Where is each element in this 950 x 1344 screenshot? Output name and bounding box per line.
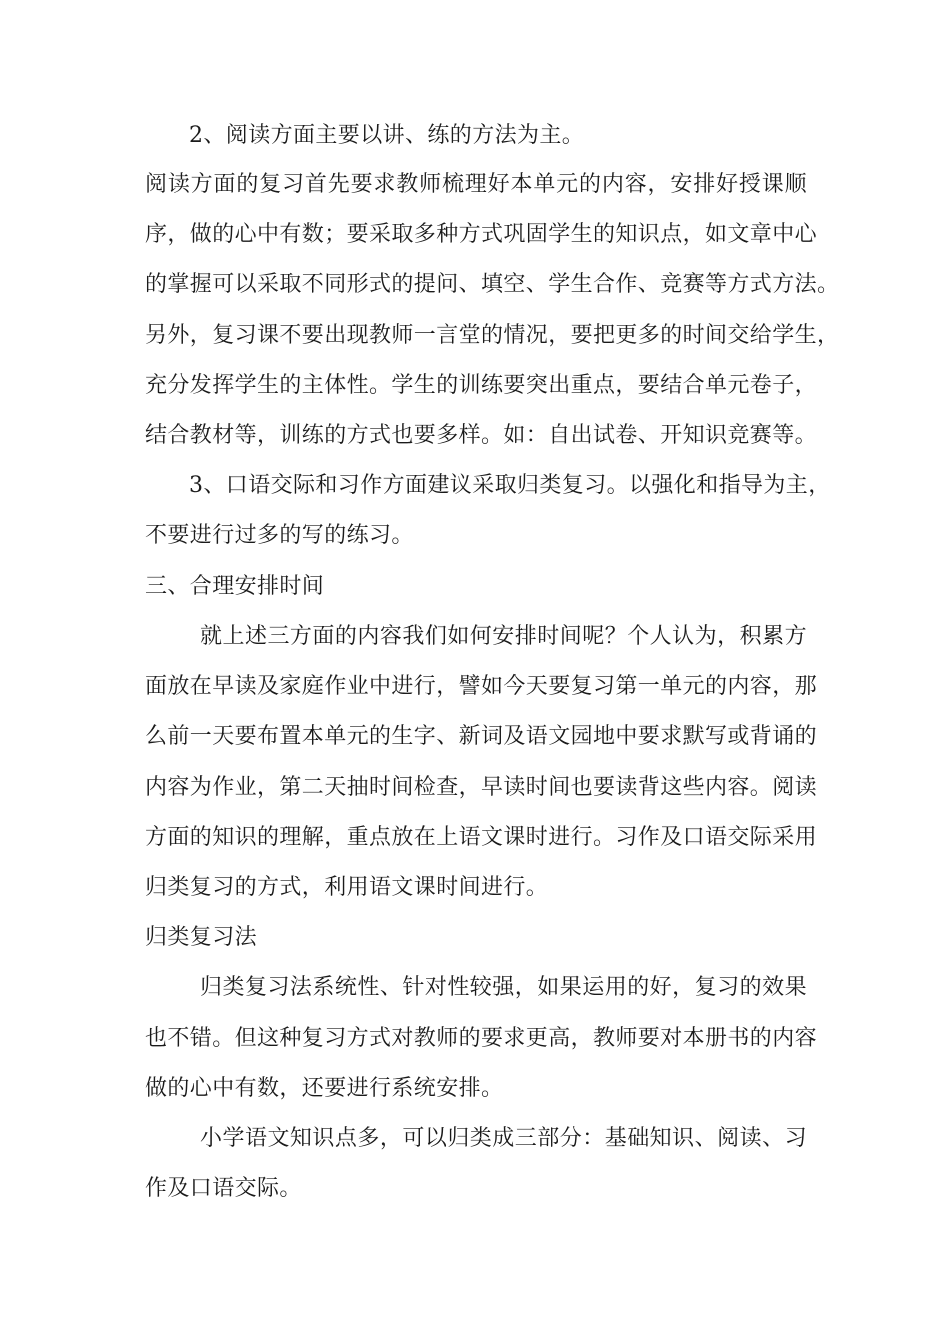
- paragraph-line: 阅读方面的复习首先要求教师梳理好本单元的内容，安排好授课顺: [145, 172, 807, 197]
- paragraph-reading-heading: 2、阅读方面主要以讲、练的方法为主。: [189, 123, 585, 148]
- paragraph-line: 归类复习的方式，利用语文课时间进行。: [145, 875, 549, 900]
- section-heading-time: 三、合理安排时间: [145, 574, 325, 599]
- paragraph-line: 不要进行过多的写的练习。: [145, 523, 414, 548]
- paragraph-oral-heading: 3、口语交际和习作方面建议采取归类复习。以强化和指导为主，: [189, 473, 831, 498]
- paragraph-line: 做的心中有数，还要进行系统安排。: [145, 1076, 504, 1101]
- paragraph-line: 小学语文知识点多，可以归类成三部分：基础知识、阅读、习: [200, 1126, 807, 1151]
- paragraph-line: 结合教材等，训练的方式也要多样。如：自出试卷、开知识竞赛等。: [145, 423, 818, 448]
- paragraph-line: 充分发挥学生的主体性。学生的训练要突出重点，要结合单元卷子，: [145, 373, 818, 398]
- paragraph-line: 序，做的心中有数；要采取多种方式巩固学生的知识点，如文章中心: [145, 222, 818, 247]
- paragraph-line: 内容为作业，第二天抽时间检查，早读时间也要读背这些内容。阅读: [145, 775, 818, 800]
- paragraph-line: 的掌握可以采取不同形式的提问、填空、学生合作、竞赛等方式方法。: [145, 272, 840, 297]
- paragraph-line: 面放在早读及家庭作业中进行，譬如今天要复习第一单元的内容，那: [145, 674, 818, 699]
- paragraph-line: 归类复习法系统性、针对性较强，如果运用的好，复习的效果: [200, 975, 807, 1000]
- paragraph-line: 也不错。但这种复习方式对教师的要求更高，教师要对本册书的内容: [145, 1026, 818, 1051]
- paragraph-line: 另外，复习课不要出现教师一言堂的情况，要把更多的时间交给学生，: [145, 323, 840, 348]
- paragraph-line: 作及口语交际。: [145, 1176, 302, 1201]
- section-heading-method: 归类复习法: [145, 925, 258, 950]
- paragraph-line: 就上述三方面的内容我们如何安排时间呢？个人认为，积累方: [200, 624, 807, 649]
- paragraph-line: 么前一天要布置本单元的生字、新词及语文园地中要求默写或背诵的: [145, 724, 818, 749]
- paragraph-line: 方面的知识的理解，重点放在上语文课时进行。习作及口语交际采用: [145, 825, 818, 850]
